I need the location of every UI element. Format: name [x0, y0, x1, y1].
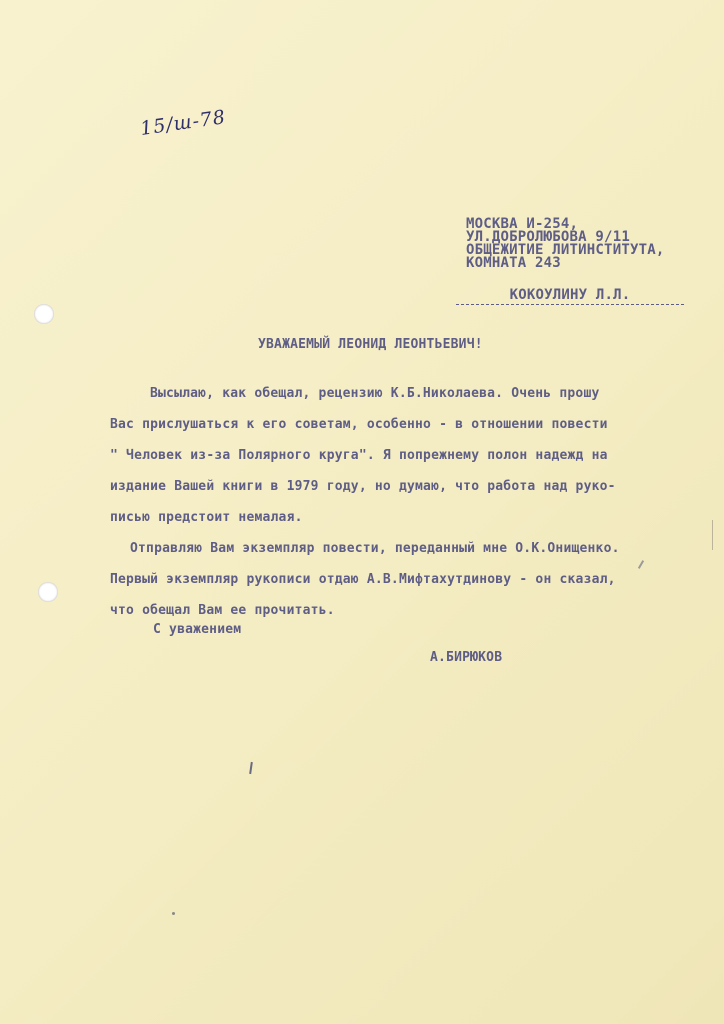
body-line: Первый экземпляр рукописи отдаю А.В.Мифтахутдинову - он сказал, — [110, 572, 616, 587]
address-line: КОМНАТА 243 — [466, 255, 561, 271]
body-line: Вас прислушаться к его советам, особенно - в отношении повести — [110, 417, 608, 432]
ink-dot — [172, 912, 175, 915]
body-line: Высылаю, как обещал, рецензию К.Б.Николаева. Очень прошу — [150, 386, 600, 401]
pen-mark — [249, 762, 253, 774]
body-line: Отправляю Вам экземпляр повести, переданный мне О.К.Онищенко. — [130, 541, 620, 556]
address-line: МОСКВА И-254, — [466, 216, 579, 232]
body-line: " Человек из-за Полярного круга". Я попрежнему полон надежд на — [110, 448, 608, 463]
closing: С уважением — [153, 622, 242, 637]
body-line: что обещал Вам ее прочитать. — [110, 603, 335, 618]
signature: А.БИРЮКОВ — [430, 650, 503, 665]
address-line: ОБЩЕЖИТИЕ ЛИТИНСТИТУТА, — [466, 242, 665, 258]
addressee-name: КОКОУЛИНУ Л.Л. — [456, 287, 684, 305]
recipient-address — [466, 218, 664, 270]
letter-body — [110, 378, 680, 626]
body-line: издание Вашей книги в 1979 году, но думаю, что работа над руко- — [110, 479, 616, 494]
address-line: УЛ.ДОБРОЛЮБОВА 9/11 — [466, 229, 630, 245]
paper-crease — [712, 520, 713, 550]
salutation: УВАЖАЕМЫЙ ЛЕОНИД ЛЕОНТЬЕВИЧ! — [258, 337, 483, 352]
handwritten-date: 15/ш-78 — [138, 106, 228, 140]
body-line: писью предстоит немалая. — [110, 510, 303, 525]
punch-hole — [38, 582, 58, 602]
punch-hole — [34, 304, 54, 324]
